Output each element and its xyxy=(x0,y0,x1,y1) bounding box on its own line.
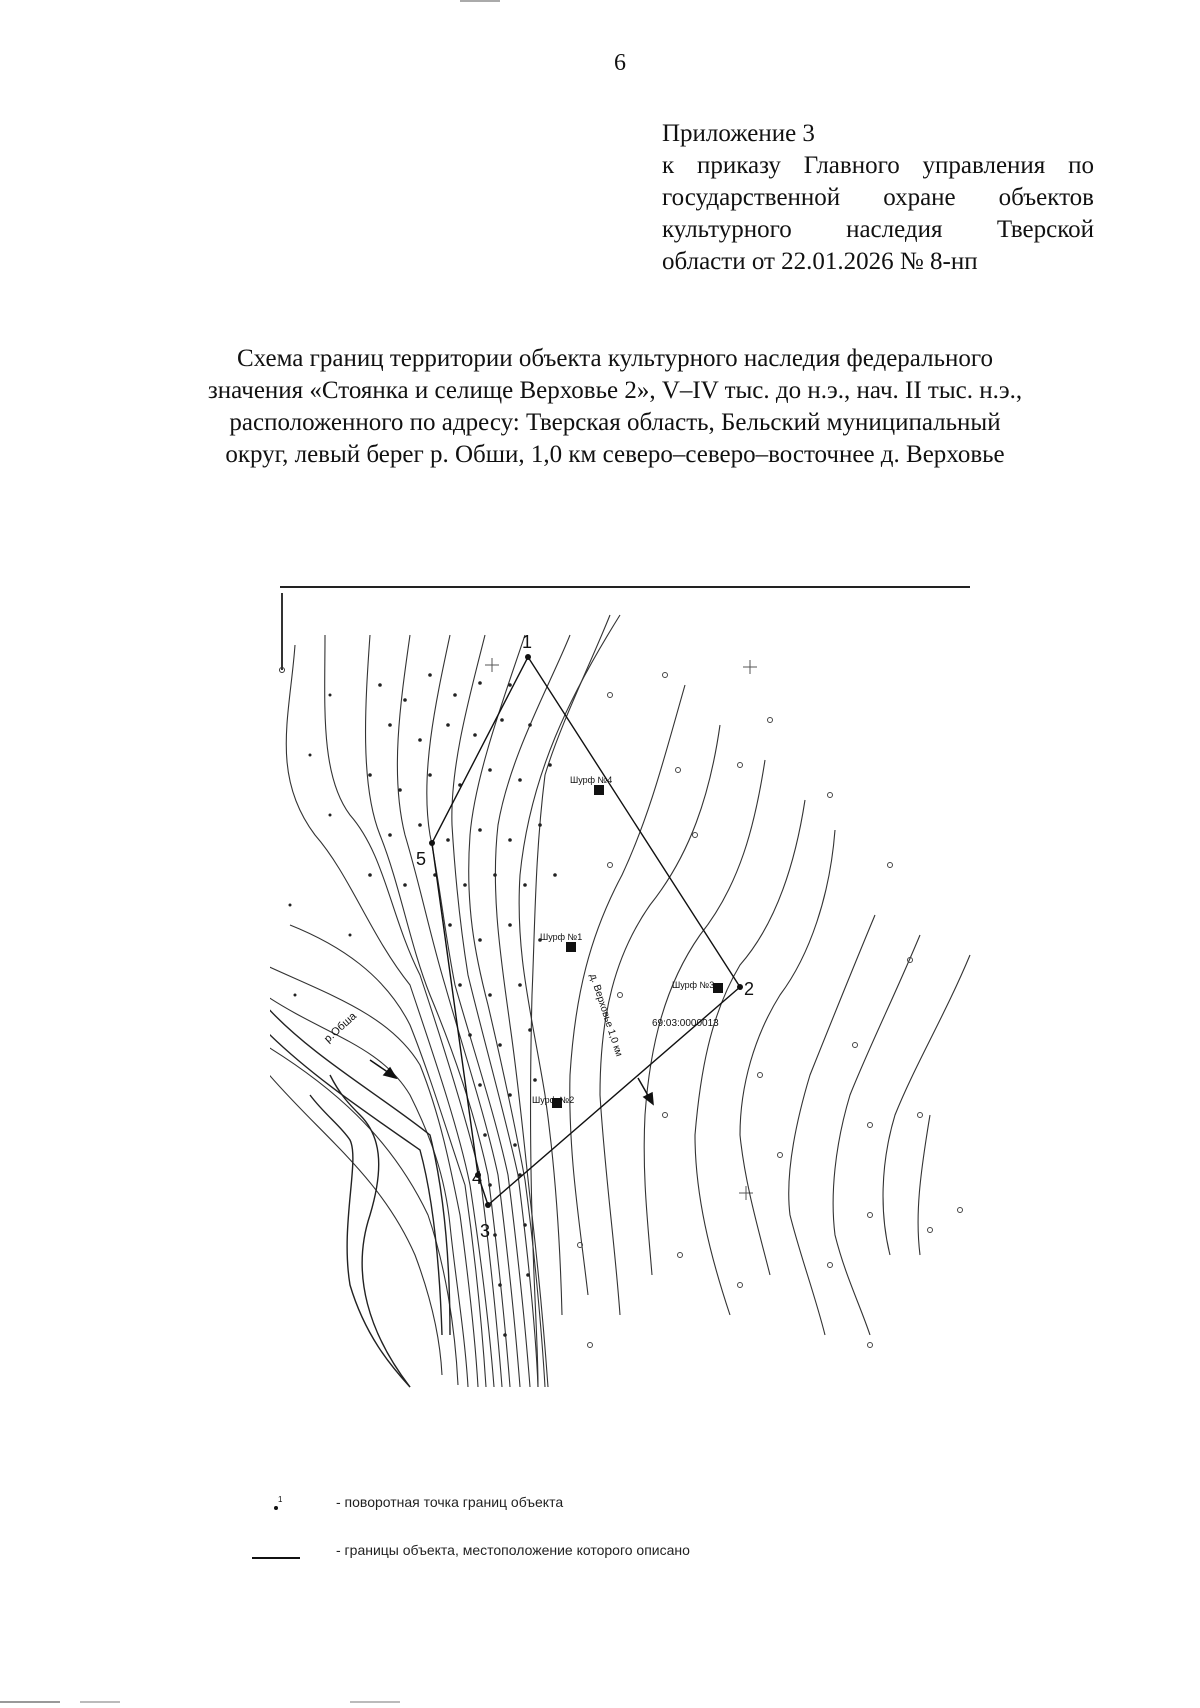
pit-label-3: Шурф №3 xyxy=(672,980,715,990)
appendix-line-1: Приложение 3 xyxy=(662,120,815,147)
contour-lines-east xyxy=(519,615,970,1335)
contour-lines xyxy=(270,615,613,1387)
point-label-2: 2 xyxy=(744,979,755,999)
title-line-2: значения «Стоянка и селище Верховье 2», V–IV тыс. до н.э., нач. II тыс. н.э., xyxy=(207,377,1023,404)
title-line-1: Схема границ территории объекта культурного наследия федерального xyxy=(236,345,994,372)
document-title xyxy=(110,343,1120,471)
map-labels xyxy=(322,632,754,1241)
pit-label-4: Шурф №4 xyxy=(570,775,613,785)
appendix-line-2: к приказу Главного управления по xyxy=(662,152,1094,179)
title-line-4: округ, левый берег р. Обши, 1,0 км северо–северо–восточнее д. Верховье xyxy=(225,441,1005,468)
boundary-map xyxy=(270,575,975,1405)
river-banks xyxy=(270,1005,450,1387)
point-label-3: 3 xyxy=(480,1221,491,1241)
pit-label-1: Шурф №1 xyxy=(540,932,583,942)
terrain-circles xyxy=(578,673,963,1348)
pit-1-marker xyxy=(566,942,576,952)
top-edge-mark xyxy=(460,0,500,2)
pit-4-marker xyxy=(594,785,604,795)
vertex-5 xyxy=(429,840,435,846)
svg-text:1: 1 xyxy=(278,1495,283,1504)
bottom-scan-artifact xyxy=(0,1700,1200,1704)
road-label: д. Верховье 1,0 км xyxy=(587,972,625,1059)
vertex-1 xyxy=(525,654,531,660)
object-boundary xyxy=(432,657,740,1205)
page-number: 6 xyxy=(614,50,626,76)
legend-point-symbol xyxy=(240,1494,330,1514)
title-line-3: расположенного по адресу: Тверская область, Бельский муниципальный xyxy=(229,409,1001,436)
legend-point-text: - поворотная точка границ объекта xyxy=(336,1494,564,1510)
vertex-3 xyxy=(485,1202,491,1208)
appendix-line-3: государственной охране объектов xyxy=(662,184,1094,211)
point-label-1: 1 xyxy=(522,632,533,652)
point-label-5: 5 xyxy=(416,849,427,869)
legend-boundary-text: - границы объекта, местоположение которого описано xyxy=(336,1542,690,1558)
river-label: р.Обша xyxy=(321,1010,359,1046)
appendix-heading xyxy=(662,118,1094,278)
pit-label-2: Шурф №2 xyxy=(532,1095,575,1105)
flow-arrows xyxy=(370,1060,653,1104)
cadastral-label: 69:03:0000013 xyxy=(652,1018,719,1029)
vertex-2 xyxy=(737,984,743,990)
legend-boundary-symbol xyxy=(240,1542,330,1562)
point-label-4: 4 xyxy=(472,1168,483,1188)
pit-3-marker xyxy=(713,983,723,993)
appendix-line-4: культурного наследия Тверской xyxy=(662,216,1094,243)
grid-crosses xyxy=(485,658,757,1200)
appendix-line-5: области от 22.01.2026 № 8-нп xyxy=(662,248,978,275)
terrain-dots xyxy=(289,673,557,1337)
